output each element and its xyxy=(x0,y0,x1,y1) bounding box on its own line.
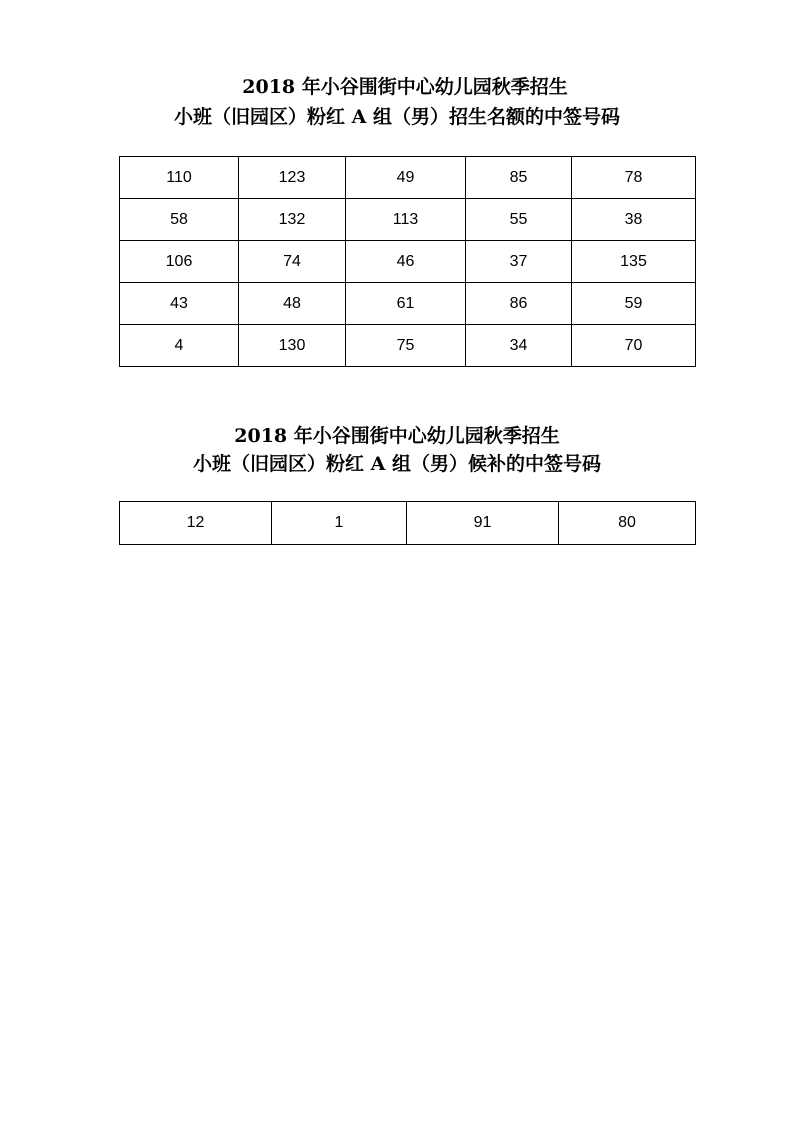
table-cell: 38 xyxy=(572,199,696,241)
table-cell: 75 xyxy=(346,325,466,367)
section1-title-line1: 2018 年小谷围街中心幼儿园秋季招生 xyxy=(242,76,568,98)
table-row xyxy=(120,283,696,325)
table-cell: 59 xyxy=(572,283,696,325)
table-cell: 106 xyxy=(120,241,239,283)
table-row xyxy=(120,502,696,545)
table-row xyxy=(120,157,696,199)
section1-title-line2: 小班（旧园区）粉红 A 组（男）招生名额的中签号码 xyxy=(174,106,620,128)
table-row xyxy=(120,199,696,241)
table-cell: 12 xyxy=(120,502,272,545)
table-row xyxy=(120,325,696,367)
table-row xyxy=(120,241,696,283)
section2-title-line2: 小班（旧园区）粉红 A 组（男）候补的中签号码 xyxy=(193,453,601,475)
table-cell: 86 xyxy=(466,283,572,325)
table-cell: 34 xyxy=(466,325,572,367)
table-cell: 4 xyxy=(120,325,239,367)
table-cell: 85 xyxy=(466,157,572,199)
admission-number-table xyxy=(119,156,696,367)
table-cell: 110 xyxy=(120,157,239,199)
table-cell: 130 xyxy=(239,325,346,367)
table-cell: 48 xyxy=(239,283,346,325)
table-cell: 46 xyxy=(346,241,466,283)
table-cell: 80 xyxy=(559,502,696,545)
table-cell: 55 xyxy=(466,199,572,241)
table-cell: 74 xyxy=(239,241,346,283)
table-cell: 91 xyxy=(407,502,559,545)
table-cell: 37 xyxy=(466,241,572,283)
table-cell: 113 xyxy=(346,199,466,241)
waitlist-number-table xyxy=(119,501,696,545)
table-cell: 78 xyxy=(572,157,696,199)
table-cell: 43 xyxy=(120,283,239,325)
table-cell: 123 xyxy=(239,157,346,199)
table-cell: 1 xyxy=(272,502,407,545)
section2-title-line1: 2018 年小谷围街中心幼儿园秋季招生 xyxy=(234,425,560,447)
table-cell: 132 xyxy=(239,199,346,241)
table-cell: 61 xyxy=(346,283,466,325)
table-cell: 49 xyxy=(346,157,466,199)
table-cell: 70 xyxy=(572,325,696,367)
table-cell: 135 xyxy=(572,241,696,283)
table-cell: 58 xyxy=(120,199,239,241)
